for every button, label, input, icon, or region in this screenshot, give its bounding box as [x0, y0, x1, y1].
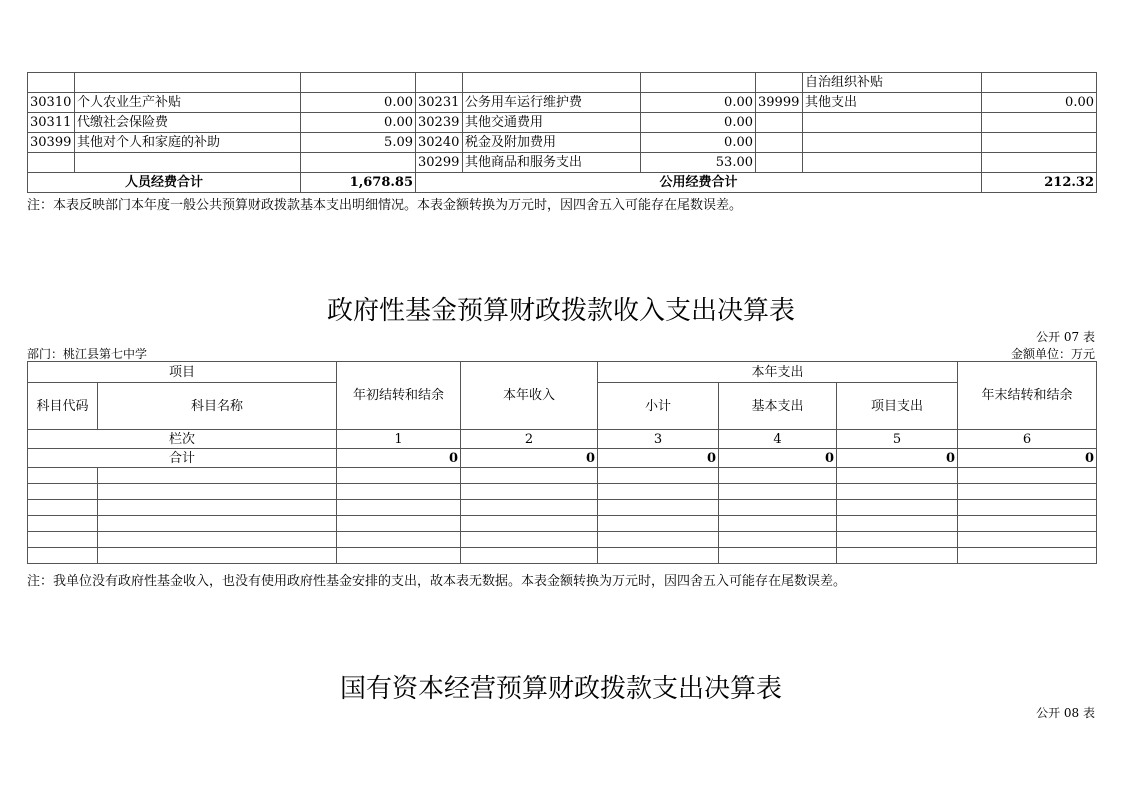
table-cell: 税金及附加费用 — [463, 133, 641, 153]
empty-cell — [28, 484, 98, 500]
empty-cell — [337, 516, 461, 532]
table-cell — [756, 113, 803, 133]
empty-row — [28, 484, 1097, 500]
empty-cell — [837, 484, 958, 500]
table-cell: 自治组织补贴 — [803, 73, 982, 93]
empty-cell — [719, 484, 837, 500]
empty-row — [28, 468, 1097, 484]
total-value-4: 0 — [719, 449, 837, 468]
column-number-row — [28, 430, 1097, 449]
state-capital-table-title: 国有资本经营预算财政拨款支出决算表 — [339, 674, 782, 704]
fund-table-tag: 公开 07 表 — [1036, 330, 1095, 344]
table-cell — [756, 133, 803, 153]
table-cell: 30311 — [28, 113, 75, 133]
colnum-label: 栏次 — [28, 430, 337, 449]
table-cell — [28, 153, 75, 173]
table-cell — [641, 73, 756, 93]
empty-cell — [719, 500, 837, 516]
total-value-3: 0 — [598, 449, 719, 468]
table-cell: 30399 — [28, 133, 75, 153]
table-cell: 30240 — [416, 133, 463, 153]
table-cell: 其他交通费用 — [463, 113, 641, 133]
table-cell — [28, 73, 75, 93]
table-cell: 代缴社会保险费 — [75, 113, 301, 133]
table-cell — [982, 73, 1097, 93]
table-cell: 个人农业生产补贴 — [75, 93, 301, 113]
table-cell — [75, 153, 301, 173]
empty-cell — [461, 468, 598, 484]
header-subtotal: 小计 — [598, 383, 719, 430]
empty-cell — [958, 516, 1097, 532]
personnel-total-label: 人员经费合计 — [28, 173, 301, 193]
empty-cell — [837, 468, 958, 484]
empty-row — [28, 516, 1097, 532]
table-cell — [301, 73, 416, 93]
table-row — [28, 113, 1097, 133]
empty-cell — [461, 500, 598, 516]
table-cell: 5.09 — [301, 133, 416, 153]
table-cell: 0.00 — [301, 93, 416, 113]
table-cell: 0.00 — [641, 133, 756, 153]
table-cell: 其他支出 — [803, 93, 982, 113]
empty-cell — [958, 468, 1097, 484]
empty-cell — [337, 500, 461, 516]
fund-budget-table — [27, 361, 1097, 564]
table1-total-row — [28, 173, 1097, 193]
header-name: 科目名称 — [98, 383, 337, 430]
table-cell: 0.00 — [641, 93, 756, 113]
empty-cell — [461, 516, 598, 532]
table-cell: 0.00 — [301, 113, 416, 133]
empty-cell — [837, 500, 958, 516]
empty-cell — [98, 468, 337, 484]
table-cell: 30231 — [416, 93, 463, 113]
header-project: 项目 — [28, 362, 337, 383]
empty-cell — [337, 468, 461, 484]
table-cell — [756, 73, 803, 93]
header-basic: 基本支出 — [719, 383, 837, 430]
empty-cell — [98, 500, 337, 516]
empty-cell — [98, 484, 337, 500]
total-value-6: 0 — [958, 449, 1097, 468]
table-cell — [803, 153, 982, 173]
total-value-2: 0 — [461, 449, 598, 468]
empty-cell — [28, 468, 98, 484]
empty-cell — [337, 548, 461, 564]
public-total-label: 公用经费合计 — [416, 173, 982, 193]
table-cell: 0.00 — [982, 93, 1097, 113]
empty-cell — [719, 468, 837, 484]
fund-table-note: 注：我单位没有政府性基金收入，也没有使用政府性基金安排的支出，故本表无数据。本表金额转换为万元时，因四舍五入可能存在尾数误差。 — [27, 574, 847, 589]
basic-expenditure-table — [27, 72, 1097, 193]
empty-cell — [719, 548, 837, 564]
empty-cell — [98, 516, 337, 532]
table-cell: 30239 — [416, 113, 463, 133]
empty-cell — [598, 532, 719, 548]
colnum-1: 1 — [337, 430, 461, 449]
personnel-total-value: 1,678.85 — [301, 173, 416, 193]
empty-cell — [598, 468, 719, 484]
empty-cell — [837, 516, 958, 532]
empty-cell — [958, 500, 1097, 516]
colnum-2: 2 — [461, 430, 598, 449]
total-value-1: 0 — [337, 449, 461, 468]
table-cell — [301, 153, 416, 173]
table-cell — [756, 153, 803, 173]
empty-cell — [719, 532, 837, 548]
empty-cell — [337, 532, 461, 548]
table-cell — [803, 113, 982, 133]
total-row — [28, 449, 1097, 468]
empty-cell — [98, 548, 337, 564]
empty-row — [28, 532, 1097, 548]
empty-cell — [28, 500, 98, 516]
empty-cell — [461, 484, 598, 500]
table-cell — [982, 113, 1097, 133]
table-cell — [463, 73, 641, 93]
empty-cell — [461, 548, 598, 564]
empty-cell — [598, 548, 719, 564]
empty-cell — [719, 516, 837, 532]
colnum-5: 5 — [837, 430, 958, 449]
table-cell — [982, 153, 1097, 173]
total-label: 合计 — [28, 449, 337, 468]
table-cell: 其他商品和服务支出 — [463, 153, 641, 173]
table1-note: 注：本表反映部门本年度一般公共预算财政拨款基本支出明细情况。本表金额转换为万元时，因四舍五入可能存在尾数误差。 — [27, 198, 743, 213]
table-row — [28, 73, 1097, 93]
public-total-value: 212.32 — [982, 173, 1097, 193]
empty-cell — [28, 516, 98, 532]
header-begin-balance: 年初结转和结余 — [337, 362, 461, 430]
table-cell: 30299 — [416, 153, 463, 173]
empty-cell — [958, 548, 1097, 564]
table-cell: 其他对个人和家庭的补助 — [75, 133, 301, 153]
table-cell — [982, 133, 1097, 153]
colnum-3: 3 — [598, 430, 719, 449]
empty-cell — [837, 548, 958, 564]
table-cell — [803, 133, 982, 153]
table-cell: 0.00 — [641, 113, 756, 133]
total-value-5: 0 — [837, 449, 958, 468]
table-cell — [416, 73, 463, 93]
empty-cell — [837, 532, 958, 548]
table-cell — [75, 73, 301, 93]
table-cell: 39999 — [756, 93, 803, 113]
table-row — [28, 153, 1097, 173]
header-income: 本年收入 — [461, 362, 598, 430]
empty-cell — [958, 484, 1097, 500]
amount-unit-label: 金额单位：万元 — [1010, 347, 1095, 361]
header-expense: 本年支出 — [598, 362, 958, 383]
empty-cell — [28, 548, 98, 564]
table-cell: 30310 — [28, 93, 75, 113]
state-capital-table-tag: 公开 08 表 — [1036, 706, 1095, 720]
colnum-4: 4 — [719, 430, 837, 449]
table-cell: 53.00 — [641, 153, 756, 173]
empty-cell — [28, 532, 98, 548]
empty-cell — [598, 484, 719, 500]
empty-row — [28, 500, 1097, 516]
department-label: 部门：桃江县第七中学 — [27, 347, 148, 361]
header-project-expense: 项目支出 — [837, 383, 958, 430]
table-cell: 公务用车运行维护费 — [463, 93, 641, 113]
empty-cell — [98, 532, 337, 548]
empty-cell — [461, 532, 598, 548]
fund-table-title: 政府性基金预算财政拨款收入支出决算表 — [326, 296, 795, 326]
empty-row — [28, 548, 1097, 564]
table-row — [28, 93, 1097, 113]
empty-cell — [337, 484, 461, 500]
header-end-balance: 年末结转和结余 — [958, 362, 1097, 430]
table-row — [28, 133, 1097, 153]
empty-cell — [598, 516, 719, 532]
header-code: 科目代码 — [28, 383, 98, 430]
colnum-6: 6 — [958, 430, 1097, 449]
empty-cell — [958, 532, 1097, 548]
empty-cell — [598, 500, 719, 516]
